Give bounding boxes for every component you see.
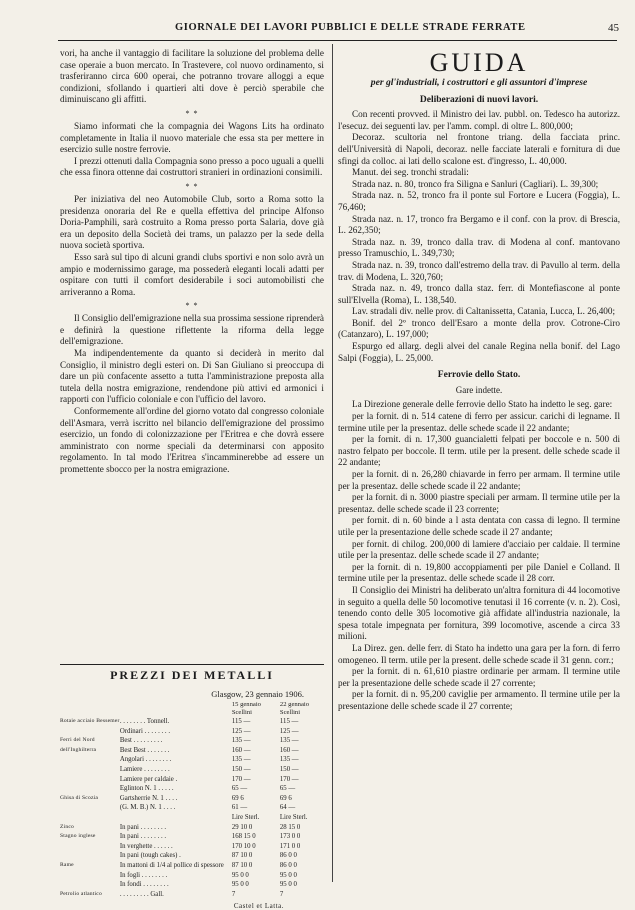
price-group bbox=[60, 803, 120, 813]
price-22-jan: 28 15 0 bbox=[279, 823, 301, 831]
paragraph: Conformemente all'ordine del giorno votato dal congresso coloniale dell'Asmara, verrà iscritto nel bilancio dell'emigrazione del prossimo esercizio, un fondo di colonizzazione per l'Eritrea e che dovrà essere amministrato con norme speciali da determinarsi con apposito regolamento. In tal modo l'Eritrea s'incamminerebbe ad essere un promettente sbocco per la nostra emigrazione. bbox=[60, 406, 324, 474]
guida-entry: per fornit. di n. 60 binde a l asta dentata con cassa di legno. Il termine utile per la presentazione delle schede scade il 27 andante; bbox=[338, 515, 620, 537]
price-item: In pani (tough cakes) . bbox=[119, 852, 181, 860]
price-15-jan: 69 6 bbox=[231, 794, 244, 802]
price-15-jan: 7 bbox=[231, 890, 236, 898]
header-rule bbox=[58, 40, 617, 41]
price-group: dell'Inghilterra bbox=[60, 746, 97, 753]
price-15-jan: Lire Sterl. bbox=[231, 813, 260, 821]
journal-title: GIORNALE DEI LAVORI PUBBLICI E DELLE STRADE FERRATE bbox=[175, 22, 526, 33]
price-group bbox=[60, 765, 120, 775]
price-row bbox=[60, 851, 324, 861]
unit-label: Scellini bbox=[279, 709, 301, 716]
guida-entry: Decoraz. scultoria nel frontone triang. della facciata princ. dell'Università di Napoli, decoraz. nelle facciate laterali e fornitura di due sfingi da colloc. ai lati dello scalone est. d'ingresso, L. 40,000. bbox=[338, 132, 620, 166]
price-row bbox=[60, 775, 324, 785]
price-item: . . . . . . . . . Gall. bbox=[119, 890, 164, 898]
price-22-jan: 171 0 0 bbox=[279, 842, 301, 850]
guida-entry: Bonif. del 2º tronco dell'Esaro a monte della prov. Cotrone-Ciro (Catanzaro), L. 197,000; bbox=[338, 317, 620, 340]
price-row bbox=[60, 736, 324, 746]
price-22-jan: 65 — bbox=[279, 785, 296, 793]
price-row bbox=[60, 823, 324, 833]
price-22-jan: Lire Sterl. bbox=[279, 813, 308, 821]
price-15-jan: 87 10 0 bbox=[231, 861, 253, 869]
prices-unit-row bbox=[60, 709, 324, 717]
section-stars: * * bbox=[185, 108, 199, 118]
prices-top-rule bbox=[60, 664, 324, 665]
price-row bbox=[60, 861, 324, 871]
price-group: Rame bbox=[60, 861, 74, 868]
section-stars: * * bbox=[185, 181, 199, 191]
right-column bbox=[338, 48, 620, 712]
deliberazioni-list bbox=[338, 109, 620, 364]
price-group bbox=[60, 755, 120, 765]
price-22-jan: 86 0 0 bbox=[279, 861, 297, 869]
price-22-jan: 135 — bbox=[279, 756, 299, 764]
price-item: In mattoni di 1/4 al pollice di spessore bbox=[119, 861, 224, 869]
price-15-jan: 125 — bbox=[231, 727, 251, 735]
price-group bbox=[60, 851, 120, 861]
price-group: Ghisa di Scozia bbox=[60, 794, 99, 801]
guida-entry: per la fornit. di n. 3000 piastre speciali per armam. Il termine utile per la presentaz. delle schede scade il 23 corrente; bbox=[338, 492, 620, 514]
price-item: In fondi . . . . . . . . bbox=[119, 881, 169, 889]
page-number: 45 bbox=[608, 22, 619, 34]
guida-entry: Strada naz. n. 17, tronco fra Bergamo e il conf. con la prov. di Brescia, L. 262,350; bbox=[338, 213, 620, 236]
guida-heading: GUIDA bbox=[429, 48, 529, 77]
price-group bbox=[60, 871, 120, 881]
guida-entry: Manut. dei seg. tronchi stradali: bbox=[352, 167, 469, 178]
guida-entry: per la fornit. di n. 95,200 caviglie per armamento. Il termine utile per la presentazione delle schede scade il 27 corrente; bbox=[338, 689, 620, 711]
paragraph: Il Consiglio dell'emigrazione nella sua prossima sessione riprenderà e definirà la questione riflettente la riforma della legge dell'emigrazione. bbox=[60, 313, 324, 347]
price-group bbox=[60, 784, 120, 794]
price-item: Lamiere . . . . . . . . bbox=[119, 765, 170, 773]
price-22-jan: 115 — bbox=[279, 718, 299, 725]
gare-list bbox=[338, 399, 620, 712]
price-row bbox=[60, 727, 324, 737]
metal-prices-section bbox=[60, 664, 324, 910]
price-row bbox=[60, 746, 324, 756]
price-15-jan: 95 0 0 bbox=[231, 881, 249, 889]
guida-entry: Espurgo ed allarg. degli alvei del canale Regina nella bonif. del Lago Salpi (Foggia), L. 25,000. bbox=[338, 341, 620, 363]
price-group bbox=[60, 880, 120, 890]
price-item: In pani . . . . . . . . bbox=[119, 823, 167, 831]
guida-entry: Strada naz. n. 49, tronco dalla staz. ferr. di Montefiascone al ponte sull'Elvella (Roma), L. 138,540. bbox=[338, 283, 620, 305]
price-group: Zinco bbox=[60, 823, 75, 830]
price-15-jan: 29 10 0 bbox=[231, 823, 253, 831]
price-22-jan: 160 — bbox=[279, 746, 299, 754]
price-group bbox=[60, 813, 120, 823]
paragraph: vori, ha anche il vantaggio di facilitare la soluzione del problema delle case operaie a buon mercato. In Trastevere, col nuovo ordinamento, si trasferiranno circa 600 operai, che potranno trovare alloggi a eque condizioni, sfollando i quartieri alti dove è perciò sperabile che diminuiscano gli affitti. bbox=[60, 48, 324, 105]
guida-entry: La Direzione generale delle ferrovie dello Stato ha indetto le seg. gare: bbox=[352, 399, 613, 410]
price-15-jan: 95 0 0 bbox=[231, 871, 249, 879]
price-22-jan: 150 — bbox=[279, 765, 299, 773]
price-item: Angolari . . . . . . . . bbox=[119, 756, 172, 764]
guida-entry: La Direz. gen. delle ferr. di Stato ha indetto una gara per la forn. di ferro omogeneo. Il term. utile per la present. delle schede scade il 31 genn. corr.; bbox=[338, 642, 620, 665]
section-subtitle: Gare indette. bbox=[455, 384, 503, 395]
price-22-jan: 64 — bbox=[279, 804, 296, 812]
guida-subtitle: per gl'industriali, i costruttori e gli assuntori d'imprese bbox=[370, 77, 588, 88]
guida-entry: per fornit. di chilog. 200,000 di lamiere d'acciaio per caldaie. Il termine utile per la presentaz. delle schede scade il 27 andante; bbox=[338, 538, 620, 561]
price-22-jan: 86 0 0 bbox=[279, 852, 297, 860]
column-divider bbox=[332, 44, 333, 882]
prices-table bbox=[60, 701, 324, 899]
col-head-22: 22 gennaio bbox=[279, 701, 310, 708]
price-15-jan: 61 — bbox=[231, 804, 248, 812]
price-22-jan: 173 0 0 bbox=[279, 833, 301, 841]
guida-entry: per la fornit. di n. 19,800 accoppiamenti per pile Daniel e Colland. Il termine utile per la presentaz. delle schede scade il 28 corr. bbox=[338, 561, 620, 584]
paragraph: Esso sarà sul tipo di alcuni grandi clubs sportivi e non solo avrà un ampio e modernissimo garage, ma possederà eleganti locali adatti per ospitare con tutti il comfort desiderabile i soci automobilisti che arriveranno a Roma. bbox=[60, 251, 324, 297]
price-15-jan: 170 10 0 bbox=[231, 842, 256, 850]
price-item bbox=[120, 813, 224, 823]
price-22-jan: 125 — bbox=[279, 727, 299, 735]
price-15-jan: 115 — bbox=[231, 718, 251, 725]
prices-title: PREZZI DEI METALLI bbox=[110, 668, 274, 682]
price-group: Stagno inglese bbox=[60, 833, 96, 840]
price-group: Ferri del Nord bbox=[60, 737, 95, 744]
prices-body bbox=[60, 717, 324, 899]
price-item: Lamiere per caldaie . bbox=[119, 775, 178, 783]
price-row bbox=[60, 880, 324, 890]
paragraph: Siamo informati che la compagnia dei Wagons Lits ha ordinato completamente in Italia il nuovo materiale che essa sta per mettere in esercizio sulle nostre ferrovie. bbox=[60, 120, 324, 155]
price-item: (G. M. B.) N. 1 . . . . bbox=[119, 804, 176, 812]
guida-entry: Strada naz. n. 39, tronco dall'estremo della trav. di Pavullo al term. della trav. di Modena, L. 320,760; bbox=[338, 259, 620, 282]
price-item: Eglinton N. 1 . . . . . bbox=[119, 785, 174, 793]
guida-entry: Strada naz. n. 39, tronco dalla trav. di Modena al conf. mantovano presso Tramuschio, L. 349,730; bbox=[338, 236, 620, 259]
price-row bbox=[60, 803, 324, 813]
price-15-jan: 65 — bbox=[231, 785, 248, 793]
guida-entry: per la fornit. di n. 26,280 chiavarde in ferro per armam. Il termine utile per la presentaz. delle schede scade il 22 andante; bbox=[338, 469, 620, 491]
price-15-jan: 87 10 0 bbox=[231, 852, 253, 860]
price-22-jan: 135 — bbox=[279, 737, 299, 745]
price-group bbox=[60, 727, 120, 737]
price-item: Best . . . . . . . . . bbox=[119, 737, 163, 745]
price-item: Gartsherrie N. 1 . . . . bbox=[119, 794, 178, 802]
price-item: In verghette . . . . . . bbox=[119, 842, 173, 850]
guida-entry: Lav. stradali div. nelle prov. di Caltanissetta, Catania, Lucca, L. 26,400; bbox=[352, 306, 616, 317]
price-row bbox=[60, 890, 324, 900]
section-stars: * * bbox=[185, 301, 199, 311]
price-15-jan: 150 — bbox=[231, 765, 251, 773]
price-group: Petrolio atlantico bbox=[60, 890, 102, 897]
section-title: Ferrovie dello Stato. bbox=[437, 370, 521, 381]
price-item: In fogli . . . . . . . . bbox=[119, 871, 168, 879]
price-15-jan: 160 — bbox=[231, 746, 251, 754]
price-row bbox=[60, 784, 324, 794]
paragraph: Ma indipendentemente da quanto si deciderà in merito dal Consiglio, il ministro degli esteri on. Di San Giuliano si preoccupa di dare un più confacente assetto a tutta l'amministrazione preposta alla tutela della nostra emigrazione, rendendone più attivi ed armonici i rapporti con l'ufficio coloniale e con l'ufficio del lavoro. bbox=[60, 348, 324, 405]
prices-date: Glasgow, 23 gennaio 1906. bbox=[211, 689, 304, 699]
price-22-jan: 7 bbox=[279, 890, 284, 898]
price-row bbox=[60, 871, 324, 881]
price-item: . . . . . . . . Tonnell. bbox=[119, 718, 170, 725]
prices-header-row bbox=[60, 701, 324, 709]
guida-entry: Strada naz. n. 52, tronco fra il ponte sul Fortore e Lucera (Foggia), L. 76,460; bbox=[338, 190, 620, 212]
price-group bbox=[60, 775, 120, 785]
price-item: Ordinari . . . . . . . . bbox=[119, 727, 171, 735]
price-15-jan: 168 15 0 bbox=[231, 833, 256, 841]
price-row bbox=[60, 717, 324, 727]
guida-entry: Strada naz. n. 80, tronco fra Siligna e Sanluri (Cagliari). L. 39,300; bbox=[352, 178, 599, 189]
price-row bbox=[60, 842, 324, 852]
col-head-15: 15 gennaio bbox=[231, 701, 261, 708]
price-group: Rotaie acciaio Bessemer bbox=[60, 718, 120, 724]
price-row bbox=[60, 755, 324, 765]
guida-entry: Il Consiglio dei Ministri ha deliberato un'altra fornitura di 44 locomotive in seguito a quella delle 50 locomotive tenutasi il 16 corrente (v. n. 2). Così, tenendo conto delle 305 locomotive già affidate all'industria nazionale, la spesa totale impegnata per fornitura, 399 locomotive, ascende a circa 33 milioni. bbox=[338, 584, 620, 642]
price-item: In pani . . . . . . . . bbox=[119, 833, 167, 841]
prices-source: Castel et Latta. bbox=[233, 902, 284, 910]
price-row bbox=[60, 794, 324, 804]
price-item: Best Best . . . . . . . bbox=[119, 746, 170, 754]
left-column bbox=[60, 48, 324, 476]
guida-entry: per la fornit. di n. 514 catene di ferro per assicur. carichi di legname. Il termine utile per la presentaz. delle schede scade il 22 andante; bbox=[338, 411, 620, 433]
page-header bbox=[0, 22, 635, 38]
price-22-jan: 170 — bbox=[279, 775, 299, 783]
price-15-jan: 135 — bbox=[231, 756, 251, 764]
price-row bbox=[60, 765, 324, 775]
price-22-jan: 95 0 0 bbox=[279, 881, 297, 889]
price-row bbox=[60, 813, 324, 823]
price-row bbox=[60, 832, 324, 842]
price-22-jan: 69 6 bbox=[279, 794, 292, 802]
price-15-jan: 170 — bbox=[231, 775, 251, 783]
price-15-jan: 135 — bbox=[231, 737, 251, 745]
unit-label: Scellini bbox=[231, 709, 252, 716]
guida-entry: per la fornit. di n. 61,610 piastre ordinarie per armam. Il termine utile per la presentazione delle schede scade il 27 corrente; bbox=[338, 666, 620, 688]
paragraph: Per iniziativa del neo Automobile Club, sorto a Roma sotto la presidenza onoraria del Re e quella effettiva del principe Alfonso Doria-Pamphili, sarà costruito a Roma presso porta Salaria, dove già era un deposito della Società dei trams, un palazzo per la sede della nuova società sportiva. bbox=[60, 193, 324, 251]
guida-entry: per la fornit. di n. 17,300 guancialetti felpati per boccole e n. 500 di nastro felpato per boccole. Il term. utile per la present. delle schede scade il 22 andante; bbox=[338, 434, 620, 468]
paragraph: I prezzi ottenuti dalla Compagnia sono presso a poco uguali a quelli che essa finora ottenne dai costruttori stranieri in ordinazioni consimili. bbox=[60, 155, 324, 178]
section-title: Deliberazioni di nuovi lavori. bbox=[419, 94, 539, 105]
price-group bbox=[60, 842, 120, 852]
guida-entry: Con recenti provved. il Ministro dei lav. pubbl. on. Tedesco ha autorizz. l'esecuz. dei seguenti lav. per l'amm. compl. di oltre L. 800,000; bbox=[338, 109, 620, 131]
price-22-jan: 95 0 0 bbox=[279, 871, 297, 879]
